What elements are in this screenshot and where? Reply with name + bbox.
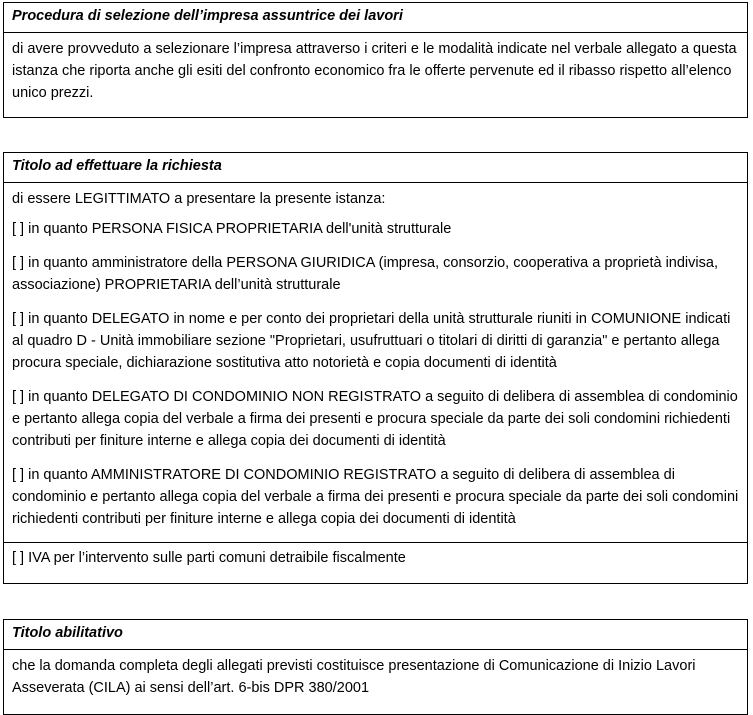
- divider: [4, 542, 747, 543]
- section-body: [4, 183, 747, 573]
- section-text: di avere provveduto a selezionare l’impresa attraverso i criteri e le modalità indicate nel verbale allegato a questa istanza che riporta anche gli esiti del confronto economico fra le offerte pervenute ed il ribasso rispetto all’elenco unico prezzi.: [12, 41, 737, 101]
- section-body: [4, 33, 747, 108]
- section-title: Titolo ad effettuare la richiesta: [4, 153, 747, 183]
- section-procedura: [3, 2, 748, 118]
- option-iva[interactable]: [ ] IVA per l’intervento sulle parti comuni detraibile fiscalmente: [12, 550, 406, 566]
- option-amministratore-condominio[interactable]: [ ] in quanto AMMINISTRATORE DI CONDOMINIO REGISTRATO a seguito di delibera di assemblea di condominio e pertanto allega copia del verbale a firma dei presenti e procura speciale da parte dei soli condomini richiedenti contributi per finiture interne e allega copia dei documenti di identità: [12, 467, 739, 527]
- option-persona-giuridica[interactable]: [ ] in quanto amministratore della PERSONA GIURIDICA (impresa, consorzio, cooperativa a proprietà indivisa, associazione) PROPRIETARIA dell’unità strutturale: [12, 255, 718, 293]
- section-title: Titolo abilitativo: [4, 620, 747, 650]
- option-delegato-comunione[interactable]: [ ] in quanto DELEGATO in nome e per conto dei proprietari della unità strutturale riuniti in COMUNIONE indicati al quadro D - Unità immobiliare sezione "Proprietari, usufruttuari o titolari di diritti di garanzia" e pertanto allega procura speciale, dichiarazione sostitutiva atto notorietà e copia documenti di identità: [12, 311, 731, 371]
- section-body: [4, 650, 747, 703]
- section-titolo-richiesta: [3, 152, 748, 584]
- section-titolo-abilitativo: [3, 619, 748, 715]
- intro-text: di essere LEGITTIMATO a presentare la presente istanza:: [12, 191, 386, 207]
- option-persona-fisica[interactable]: [ ] in quanto PERSONA FISICA PROPRIETARIA dell'unità strutturale: [12, 221, 452, 237]
- option-delegato-condominio[interactable]: [ ] in quanto DELEGATO DI CONDOMINIO NON REGISTRATO a seguito di delibera di assemblea di condominio e pertanto allega copia del verbale a firma dei presenti e procura speciale da parte dei soli condomini richiedenti contributi per finiture interne e allega copia dei documenti di identità: [12, 389, 738, 449]
- section-text: che la domanda completa degli allegati previsti costituisce presentazione di Comunicazione di Inizio Lavori Asseverata (CILA) ai sensi dell’art. 6-bis DPR 380/2001: [12, 658, 696, 696]
- section-title: Procedura di selezione dell’impresa assuntrice dei lavori: [4, 3, 747, 33]
